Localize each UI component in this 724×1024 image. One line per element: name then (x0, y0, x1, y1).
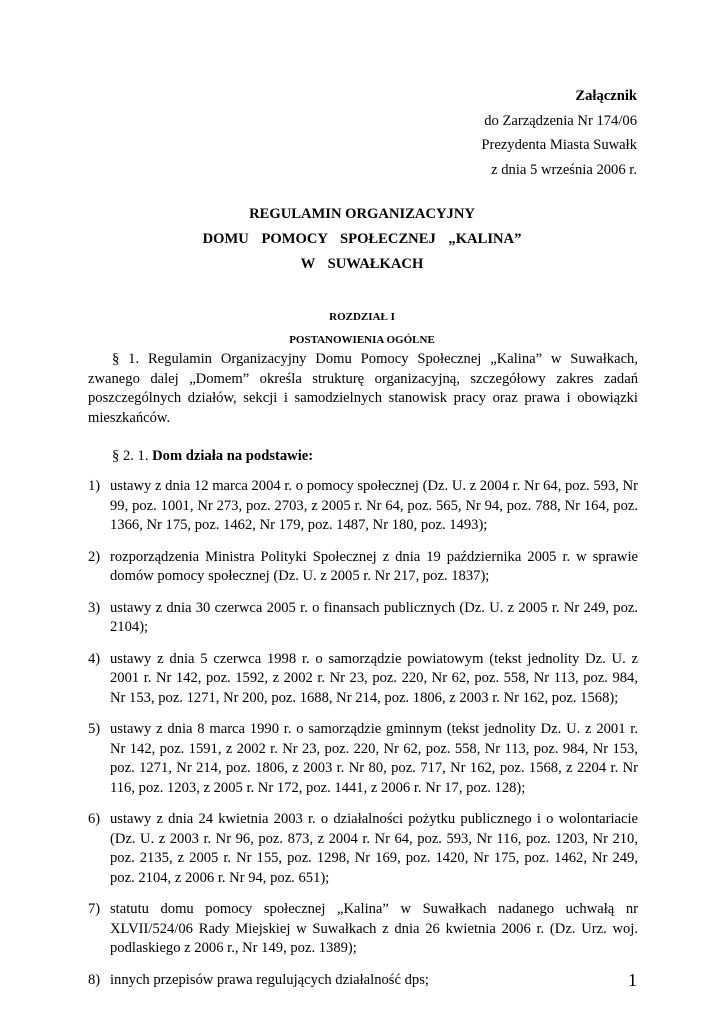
list-item-number: 8) (88, 971, 101, 988)
list-item (88, 900, 638, 959)
annex-title: Załącznik (575, 88, 637, 104)
list-item-number: 2) (88, 548, 101, 565)
list-item-number: 7) (88, 901, 101, 917)
annex-line-3: z dnia 5 września 2006 r. (491, 161, 637, 178)
list-item-text: innych przepisów prawa regulujących działalność dps; (110, 971, 429, 988)
list-item-text: ustawy z dnia 5 czerwca 1998 r. o samorządzie powiatowym (tekst jednolity Dz. U. z 2001 r. Nr 142, poz. 1592, z 2002 r. Nr 23, poz. 220, Nr 62, poz. 558, Nr 113, poz. 984, Nr 153, poz. 1271, Nr 200, poz. 1688, Nr 214, poz. 1806, z 2003 r. Nr 162, poz. 1568); (110, 650, 638, 706)
list-item (88, 548, 638, 587)
paragraph-1: § 1. Regulamin Organizacyjny Domu Pomocy Społecznej „Kalina” w Suwałkach, zwanego dalej „Domem” określa strukturę organizacyjną, szczegółowy zakres zadań poszczególnych działów, sekcji i samodzielnych stanowisk pracy oraz prawa i obowiązki mieszkańców. (88, 351, 638, 426)
document-title (0, 202, 724, 277)
list-item-number: 3) (88, 599, 101, 616)
list-item (88, 720, 638, 798)
title-line-3: W SUWAŁKACH (300, 256, 424, 272)
list-item (88, 650, 638, 709)
paragraph-2-heading (112, 447, 313, 467)
list-item-text: rozporządzenia Ministra Polityki Społecznej z dnia 19 października 2005 r. w sprawie domów pomocy społecznej (Dz. U. z 2005 r. Nr 217, poz. 1837); (110, 548, 638, 584)
list-item (88, 477, 638, 536)
annex-header (481, 84, 637, 182)
list-item-number: 4) (88, 650, 101, 667)
list-item-text: statutu domu pomocy społecznej „Kalina” w Suwałkach nadanego uchwałą nr XLVII/524/06 Rady Miejskiej w Suwałkach z dnia 26 kwietnia 2006 r. (Dz. Urz. woj. podlaskiego z 2006 r., Nr 149, poz. 1389); (110, 901, 638, 956)
list-item-text: ustawy z dnia 12 marca 2004 r. o pomocy społecznej (Dz. U. z 2004 r. Nr 64, poz. 593, Nr 99, poz. 1001, Nr 273, poz. 2703, z 2005 r. Nr 64, poz. 565, Nr 94, poz. 788, Nr 164, poz. 1366, Nr 175, poz. 1462, Nr 179, poz. 1487, Nr 180, poz. 1493); (110, 478, 638, 533)
list-item-text: ustawy z dnia 8 marca 1990 r. o samorządzie gminnym (tekst jednolity Dz. U. z 2001 r. Nr 142, poz. 1591, z 2002 r. Nr 23, poz. 220, Nr 62, poz. 558, Nr 113, poz. 984, Nr 153, poz. 1271, Nr 214, poz. 1806, z 2003 r. Nr 80, poz. 717, Nr 162, poz. 1568, z 2204 r. Nr 116, poz. 1203, z 2005 r. Nr 172, poz. 1441, z 2006 r. Nr 17, poz. 128); (110, 721, 638, 796)
annex-line-2: Prezydenta Miasta Suwałk (481, 137, 637, 154)
chapter-name: POSTANOWIENIA OGÓLNE (289, 334, 435, 346)
list-item-text: ustawy z dnia 24 kwietnia 2003 r. o działalności pożytku publicznego i o wolontariacie (Dz. U. z 2003 r. Nr 96, poz. 873, z 2004 r. Nr 64, poz. 593, Nr 116, poz. 1203, Nr 210, poz. 2135, z 2005 r. Nr 155, poz. 1298, Nr 169, poz. 1420, Nr 175, poz. 1462, Nr 249, poz. 2104, z 2006 r. Nr 94, poz. 651); (110, 811, 638, 886)
title-line-2: DOMU POMOCY SPOŁECZNEJ „KALINA” (202, 231, 522, 247)
list-item (88, 971, 638, 991)
list-item-number: 5) (88, 721, 101, 737)
list-item (88, 599, 638, 638)
page-number: 1 (628, 970, 637, 990)
chapter-label: ROZDZIAŁ I (329, 311, 395, 323)
legal-basis-list (88, 477, 638, 1002)
list-item-number: 6) (88, 811, 101, 827)
annex-line-1: do Zarządzenia Nr 174/06 (484, 112, 637, 129)
title-line-1: REGULAMIN ORGANIZACYJNY (249, 206, 475, 222)
paragraph-2-bold: Dom działa na podstawie: (152, 448, 314, 464)
list-item-number: 1) (88, 478, 101, 494)
list-item (88, 810, 638, 888)
list-item-text: ustawy z dnia 30 czerwca 2005 r. o finansach publicznych (Dz. U. z 2005 r. Nr 249, poz. 2104); (110, 599, 638, 635)
paragraph-2-prefix: § 2. 1. (112, 448, 149, 464)
